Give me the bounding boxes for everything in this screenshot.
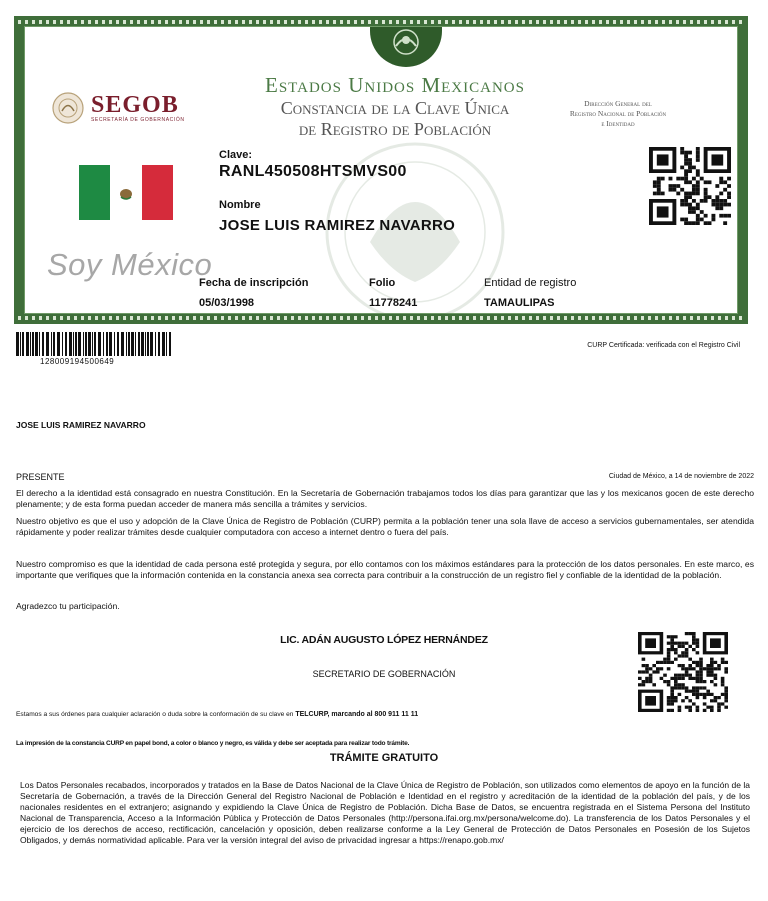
segob-subtitle: SECRETARÍA DE GOBERNACIÓN	[91, 117, 185, 123]
paragraph-1: El derecho a la identidad está consagrado en nuestra Constitución. En la Secretaría de Gobernación trabajamos todos los días para garantizar que las y los mexicanos gocen de este derecho plenamente; y de esta forma puedan acceder de manera más sencilla a trámites y servicios.	[16, 488, 754, 509]
thanks-line: Agradezco tu participación.	[16, 601, 120, 611]
recipient-name: JOSE LUIS RAMIREZ NAVARRO	[16, 420, 146, 430]
folio-label: Folio	[369, 277, 396, 289]
certificate-body	[24, 26, 738, 314]
privacy-notice: Los Datos Personales recabados, incorporados y tratados en la Base de Datos Nacional de la Clave Única de Registro de Población, son utilizados como elementos de apoyo en la función de la Secretaría de Gobernación, a través de la Dirección General del Registro Nacional de Población e Identidad en el registro y acreditación de la identidad de la población del país, y de los nacionales residentes en el extranjero; asignando y expidiendo la Clave Única de Registro de Población. Dicha Base de Datos, se encuentra registrada en el Sistema Persona del Instituto Nacional de Transparencia, Acceso a la Información Pública y Protección de Datos Personales (http://persona.ifai.org.mx/persona/welcome.do). La transferencia de los Datos Personales y el ejercicio de los derechos de acceso, rectificación, cancelación y oposición, deben realizarse conforme a la Ley General de Protección de Datos Personales en Posesión de los Sujetos Obligados, y demás normatividad aplicable. Para ver la versión integral del aviso de privacidad ingresar a https://renapo.gob.mx/	[20, 780, 750, 845]
folio-value: 11778241	[369, 297, 418, 309]
curp-value: RANL450508HTSMVS00	[219, 163, 407, 180]
segob-wordmark: SEGOB	[91, 92, 179, 118]
place-date: Ciudad de México, a 14 de noviembre de 2022	[608, 473, 754, 480]
certified-note: CURP Certificada: verificada con el Registro Civil	[587, 342, 740, 349]
direction-line1: Dirección General del	[584, 99, 652, 108]
barcode-number: 128009194500649	[40, 357, 115, 366]
nombre-label: Nombre	[219, 199, 261, 211]
clave-label: Clave:	[219, 149, 253, 161]
contact-text: Estamos a sus órdenes para cualquier aclaración o duda sobre la conformación de su clave en	[16, 711, 296, 718]
country-name: Estados Unidos Mexicanos	[265, 73, 525, 97]
fecha-inscripcion-label: Fecha de inscripción	[199, 277, 309, 289]
direction-line2: Registro Nacional de Población	[569, 109, 667, 118]
direction-line3: e Identidad	[601, 119, 635, 128]
qr-code-icon	[649, 147, 731, 225]
signer-name: LIC. ADÁN AUGUSTO LÓPEZ HERNÁNDEZ	[280, 634, 488, 646]
contact-line	[16, 711, 418, 718]
qr-code-2-icon	[638, 632, 728, 712]
barcode-icon	[16, 332, 172, 356]
segob-shield-icon	[51, 91, 85, 125]
free-procedure-title: TRÁMITE GRATUITO	[329, 752, 439, 764]
entidad-value: TAMAULIPAS	[484, 297, 555, 309]
entidad-label: Entidad de registro	[484, 277, 577, 289]
telcurp-number: TELCURP, marcando al 800 911 11 11	[295, 711, 419, 718]
segob-logo	[51, 91, 185, 125]
signer-title: SECRETARIO DE GOBERNACIÓN	[312, 669, 456, 679]
print-validity-note: La impresión de la constancia CURP en papel bond, a color o blanco y negro, es válida y debe ser aceptada para realizar todo trámite.	[16, 740, 410, 747]
slogan: Soy México	[47, 247, 213, 282]
document-heading	[225, 73, 565, 140]
doc-title-line1: Constancia de la Clave Única	[280, 98, 510, 118]
paragraph-2: Nuestro objetivo es que el uso y adopción de la Clave Única de Registro de Población (CURP) permita a la población tener una sola llave de acceso a servicios gubernamentales, ser atendida rápidamente y poder realizar trámites desde cualquier computadora con acceso a internet dentro o fuera del país.	[16, 516, 754, 537]
national-seal-icon	[370, 26, 442, 67]
mexico-flag-icon	[79, 165, 173, 220]
presente-label: PRESENTE	[16, 472, 65, 482]
doc-title-line2: de Registro de Población	[298, 119, 492, 139]
curp-certificate-card	[14, 16, 748, 324]
fecha-inscripcion-value: 05/03/1998	[199, 297, 255, 309]
paragraph-3: Nuestro compromiso es que la identidad de cada persona esté protegida y segura, por ello contamos con los máximos estándares para la protección de los datos personales. En este marco, es importante que verifiques que la información contenida en la constancia anexa sea correcta para contribuir a la construcción de un registro fiel y confiable de la identidad de la población.	[16, 559, 754, 580]
issuing-direction	[533, 99, 703, 129]
coat-of-arms-icon	[117, 185, 135, 201]
full-name: JOSE LUIS RAMIREZ NAVARRO	[219, 217, 456, 234]
